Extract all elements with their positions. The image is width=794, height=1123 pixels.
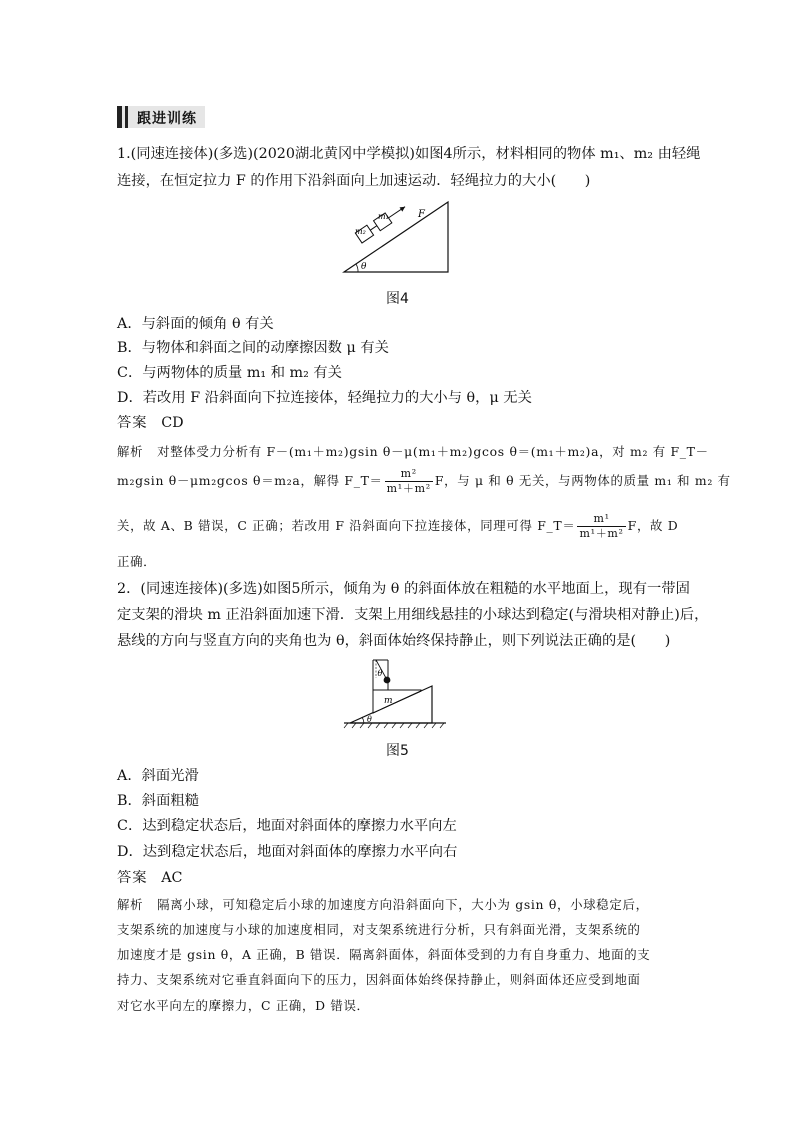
q1-analysis-line-2: [117, 467, 731, 496]
q1-fraction-1-num: m²: [385, 467, 433, 482]
q2-stem-line-1: 2．(同速连接体)(多选)如图5所示，倾角为 θ 的斜面体放在粗糙的水平地面上，现有一带固: [117, 581, 690, 597]
fig5-label-m: m: [384, 696, 393, 706]
q1-stem-line-1: 1.(同速连接体)(多选)(2020湖北黄冈中学模拟)如图4所示，材料相同的物体 m₁、m₂ 由轻绳: [117, 146, 701, 162]
q2-option-b: B．斜面粗糙: [117, 793, 199, 809]
q1-fraction-1: [385, 467, 433, 496]
q2-analysis-line-4: 持力、支架系统对它垂直斜面向下的压力，因斜面体始终保持静止，则斜面体还应受到地面: [117, 972, 641, 987]
q1-analysis-line-1: [117, 443, 709, 461]
figure-5-caption: 图5: [386, 743, 409, 759]
q2-stem-line-2: 定支架的滑块 m 正沿斜面加速下滑．支架上用细线悬挂的小球达到稳定(与滑块相对静止)后，: [117, 607, 709, 623]
q1-analysis-line-3: [117, 512, 678, 541]
q1-fraction-2: [577, 512, 625, 541]
q1-analysis-line-4: 正确．: [117, 554, 157, 569]
fig5-label-theta-top: θ: [377, 669, 383, 678]
q2-option-c: C．达到稳定状态后，地面对斜面体的摩擦力水平向左: [117, 818, 457, 834]
q1-option-a: A．与斜面的倾角 θ 有关: [117, 316, 274, 332]
q1-analysis-text-3a: 关，故 A、B 错误，C 正确；若改用 F 沿斜面向下拉连接体，同理可得 F_T＝: [117, 518, 576, 533]
q1-fraction-1-den: m¹＋m²: [386, 482, 431, 495]
q1-option-c: C．与两物体的质量 m₁ 和 m₂ 有关: [117, 365, 342, 381]
q1-answer-value: CD: [161, 415, 184, 431]
fig4-label-m2: m₂: [355, 227, 366, 236]
q1-analysis-label: 解析: [117, 444, 144, 459]
q1-stem-line-2: 连接，在恒定拉力 F 的作用下沿斜面向上加速运动．轻绳拉力的大小( ): [117, 173, 591, 189]
figure-4-caption: 图4: [386, 291, 409, 307]
q1-analysis-text-2a: m₂gsin θ－μm₂gcos θ＝m₂a，解得 F_T＝: [117, 473, 383, 488]
q1-fraction-2-den: m¹＋m²: [579, 527, 624, 540]
section-title: 跟进训练: [137, 111, 197, 127]
q2-answer-value: AC: [161, 870, 183, 886]
q1-analysis-text-2b: F，与 μ 和 θ 无关，与两物体的质量 m₁ 和 m₂ 有: [434, 473, 731, 488]
figure-4-incline: [338, 198, 454, 276]
q1-answer: [117, 414, 184, 432]
q2-option-a: A．斜面光滑: [117, 768, 199, 784]
q2-analysis-line-3: 加速度才是 gsin θ，A 正确，B 错误．隔离斜面体，斜面体受到的力有自身重力、地面的支: [117, 947, 651, 962]
q1-answer-label: 答案: [117, 415, 148, 431]
q2-analysis-text-1: 隔离小球，可知稳定后小球的加速度方向沿斜面向下，大小为 gsin θ，小球稳定后，: [157, 897, 649, 912]
fig4-label-m1: m₁: [378, 212, 389, 221]
q2-answer: [117, 869, 183, 887]
fig4-label-F: F: [418, 209, 425, 220]
q2-answer-label: 答案: [117, 870, 148, 886]
figure-5-incline-with-support: [340, 656, 450, 730]
q2-stem-line-3: 悬线的方向与竖直方向的夹角也为 θ，斜面体始终保持静止，则下列说法正确的是( ): [117, 633, 671, 649]
q1-fraction-2-num: m¹: [577, 512, 625, 527]
q2-analysis-line-2: 支架系统的加速度与小球的加速度相同，对支架系统进行分析，只有斜面光滑，支架系统的: [117, 922, 641, 937]
q1-analysis-text-1: 对整体受力分析有 F－(m₁＋m₂)gsin θ－μ(m₁＋m₂)gcos θ＝(m₁＋m₂)a，对 m₂ 有 F_T－: [157, 444, 709, 459]
q1-option-b: B．与物体和斜面之间的动摩擦因数 μ 有关: [117, 340, 389, 356]
q1-option-d: D．若改用 F 沿斜面向下拉连接体，轻绳拉力的大小与 θ，μ 无关: [117, 390, 532, 406]
q2-analysis-line-1: [117, 896, 649, 914]
section-heading: [117, 106, 205, 128]
q2-analysis-line-5: 对它水平向左的摩擦力，C 正确，D 错误．: [117, 998, 370, 1013]
q2-analysis-label: 解析: [117, 897, 144, 912]
fig4-label-theta: θ: [361, 262, 367, 272]
q2-option-d: D．达到稳定状态后，地面对斜面体的摩擦力水平向右: [117, 844, 458, 860]
fig5-label-theta-bottom: θ: [367, 715, 372, 724]
q1-analysis-text-3b: F，故 D: [627, 518, 679, 533]
